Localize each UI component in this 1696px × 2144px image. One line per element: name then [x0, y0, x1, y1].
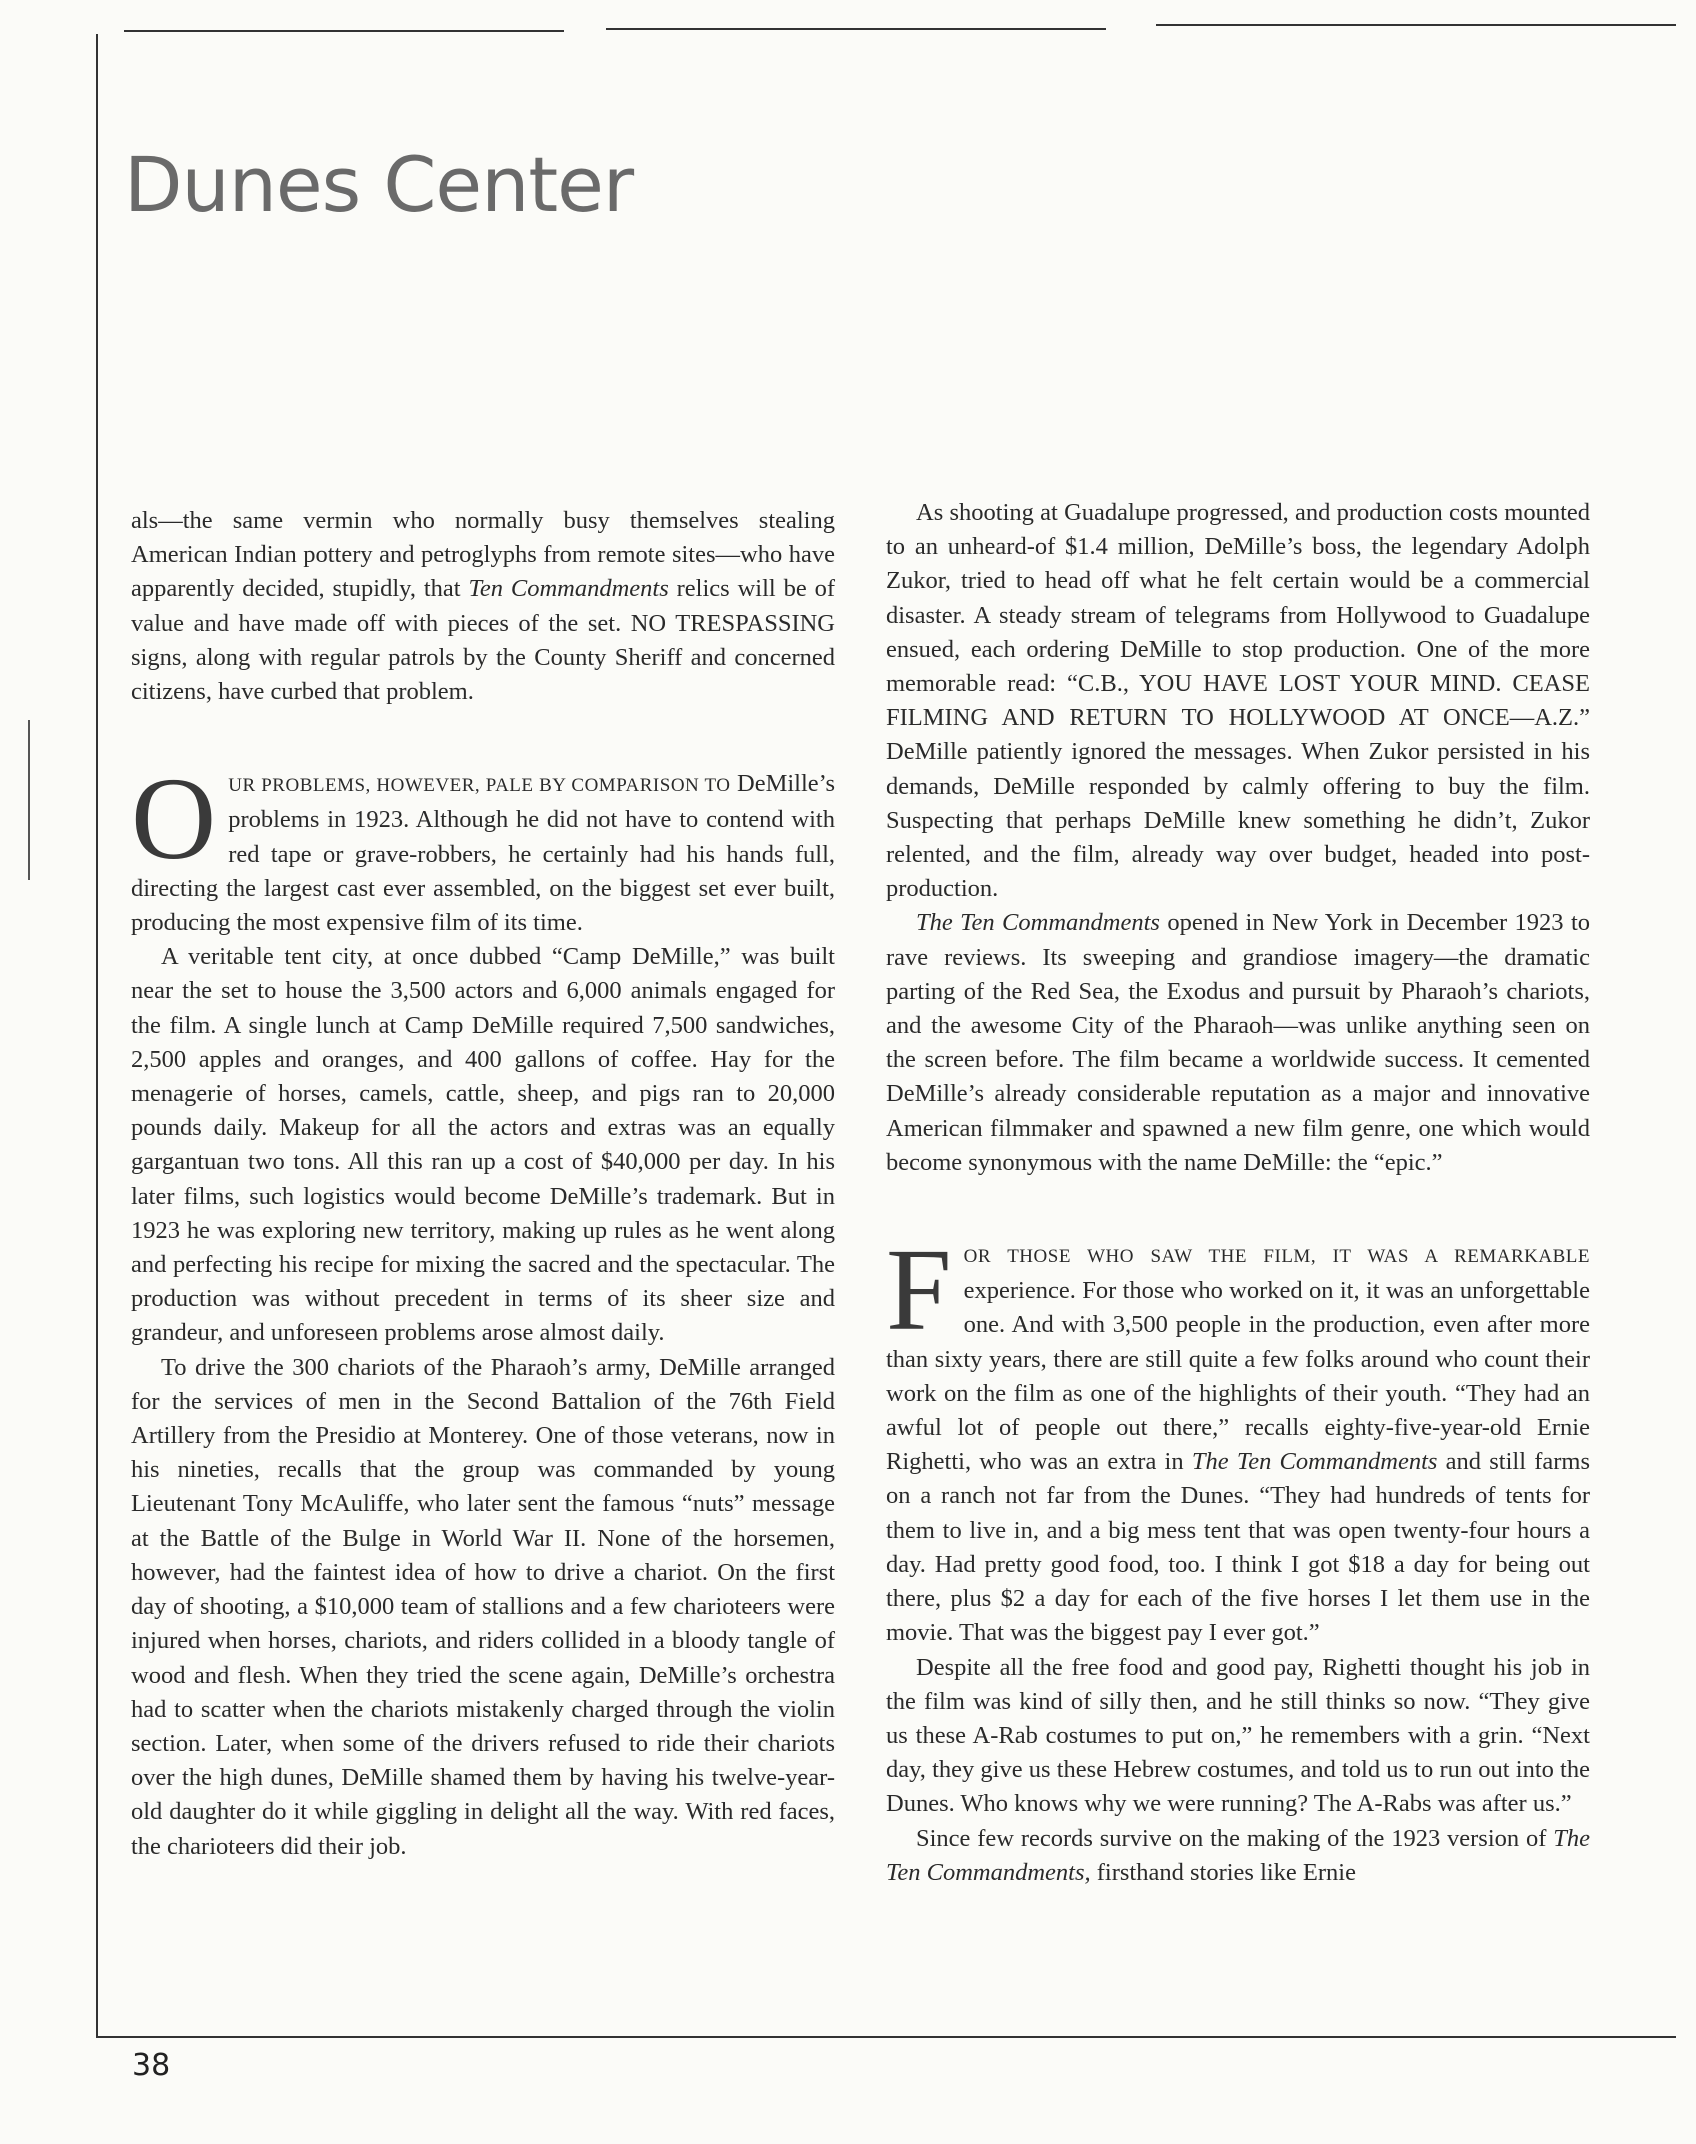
paragraph: To drive the 300 chariots of the Pharaoh’s army, DeMille arranged for the services of men in the Second Battalion of the 76th Field Artillery from the Presidio at Monterey. One of those veterans, now in his nineties, recalls that the group was commanded by young Lieutenant Tony McAuliffe, who later sent the famous “nuts” message at the Battle of the Bulge in World War II. None of the horsemen, however, had the faintest idea of how to drive a chariot. On the first day of shooting, a $10,000 team of stallions and a few charioteers were injured when horses, chariots, and riders collided in a bloody tangle of wood and flesh. When they tried the scene again, DeMille’s orchestra had to scatter when the chariots mistakenly charged through the violin section. Later, when some of the drivers refused to ride their chariots over the high dunes, DeMille shamed them by having his twelve-year-old daughter do it while giggling in delight all the way. With red faces, the charioteers did their job. — [131, 1353, 835, 1860]
text: Since few records survive on the making of the 1923 version of — [916, 1824, 1554, 1852]
paragraph — [131, 504, 835, 709]
italic-title: Ten Commandments — [468, 575, 669, 603]
page-number: 38 — [132, 2048, 171, 2083]
text: opened in New York in December 1923 to rave reviews. Its sweeping and grandiose imagery—the dramatic parting of the Red Sea, the Exodus and pursuit by Pharaoh’s chariots, and the awesome City of the Pharaoh—was unlike anything seen on the screen before. The film became a worldwide success. It cemented DeMille’s already considerable reputation as a major and innovative American filmmaker and spawned a new film genre, one which would become synonymous with the name DeMille: the “epic.” — [886, 909, 1591, 1176]
paragraph: As shooting at Guadalupe progressed, and production costs mounted to an unheard-of $1.4 million, DeMille’s boss, the legendary Adolph Zukor, tried to head off what he felt certain would be a commercial disaster. A steady stream of telegrams from Hollywood to Guadalupe ensued, each ordering DeMille to stop production. One of the more memorable read: “C.B., YOU HAVE LOST YOUR MIND. CEASE FILMING AND RETURN TO HOLLYWOOD AT ONCE—A.Z.” DeMille patiently ignored the messages. When Zukor persisted in his demands, DeMille responded by calmly offering to buy the film. Suspecting that perhaps DeMille knew something he didn’t, Zukor relented, and the film, already way over budget, headed into post-production. — [886, 499, 1590, 903]
small-caps-lead: UR PROBLEMS, HOWEVER, PALE BY COMPARISON TO — [228, 775, 731, 797]
article-column-right — [886, 496, 1590, 1890]
top-rule-3 — [1156, 24, 1676, 26]
text: DeMille’s problems in 1923. Although he did not have to contend with red tape or grave-robbers, he certainly had his hands full, directing the largest cast ever assembled, on the biggest set ever built, producing the most expensive film of its time. — [131, 770, 835, 937]
top-rule-2 — [606, 28, 1106, 30]
frame-bottom-border — [96, 2036, 1676, 2038]
drop-cap: O — [131, 753, 217, 885]
text: als—the same vermin who normally busy themselves stealing American Indian pottery and petroglyphs from remote sites—who have apparently decided, stupidly, that — [131, 507, 835, 603]
text: relics will be of value and have made off with pieces of the set. NO TRESPASSING signs, along with regular patrols by the County Sheriff and concerned citizens, have curbed that problem. — [131, 575, 835, 706]
frame-left-border — [96, 34, 98, 2037]
text: experience. For those who worked on it, it was an unforgettable one. And with 3,500 people in the production, even after more than sixty years, there are still quite a few folks around who count their work on the film as one of the highlights of their youth. “They had an awful lot of people out there,” recalls eighty-five-year-old Ernie Righetti, who was an extra in — [886, 1277, 1590, 1476]
paragraph — [886, 906, 1590, 1180]
top-rule-1 — [124, 30, 564, 32]
text: and still farms on a ranch not far from the Dunes. “They had hundreds of tents for them to live in, and a big mess tent that was open twenty-four hours a day. Had pretty good food, too. I think I got $18 a day for being out there, plus $2 a day for each of the five horses I let them use in the movie. That was the biggest pay I ever got.” — [886, 1448, 1591, 1647]
text: firsthand stories like Ernie — [1090, 1858, 1356, 1886]
paragraph — [886, 1822, 1590, 1890]
small-caps-lead: OR THOSE WHO SAW THE FILM, IT WAS A REMARKABLE — [963, 1246, 1590, 1268]
page-title: Dunes Center — [124, 140, 634, 229]
binding-mark — [28, 720, 30, 880]
italic-title: The Ten Commandments — [1191, 1448, 1438, 1476]
italic-title: The Ten Commandments — [916, 909, 1160, 937]
drop-cap: F — [886, 1224, 952, 1356]
section-paragraph — [131, 753, 835, 940]
italic-title: The Ten Commandments, — [886, 1824, 1590, 1886]
paragraph: A veritable tent city, at once dubbed “Camp DeMille,” was built near the set to house the 3,500 actors and 6,000 animals engaged for the film. A single lunch at Camp DeMille required 7,500 sandwiches, 2,500 apples and oranges, and 400 gallons of coffee. Hay for the menagerie of horses, camels, cattle, sheep, and pigs ran to 20,000 pounds daily. Makeup for all the actors and extras was an equally gargantuan two tons. All this ran up a cost of $40,000 per day. In his later films, such logistics would become DeMille’s trademark. But in 1923 he was exploring new territory, making up rules as he went along and perfecting his recipe for mixing the sacred and the spectacular. The production was without precedent in terms of its sheer size and grandeur, and unforeseen problems arose almost daily. — [131, 943, 835, 1347]
article-column-left — [131, 504, 835, 1864]
section-paragraph — [886, 1224, 1591, 1650]
paragraph: Despite all the free food and good pay, Righetti thought his job in the film was kind of silly then, and he still thinks so now. “They give us these A-Rab costumes to put on,” he remembers with a grin. “Next day, they give us these Hebrew costumes, and told us to run out into the Dunes. Who knows why we were running? The A-Rabs was after us.” — [886, 1653, 1590, 1818]
